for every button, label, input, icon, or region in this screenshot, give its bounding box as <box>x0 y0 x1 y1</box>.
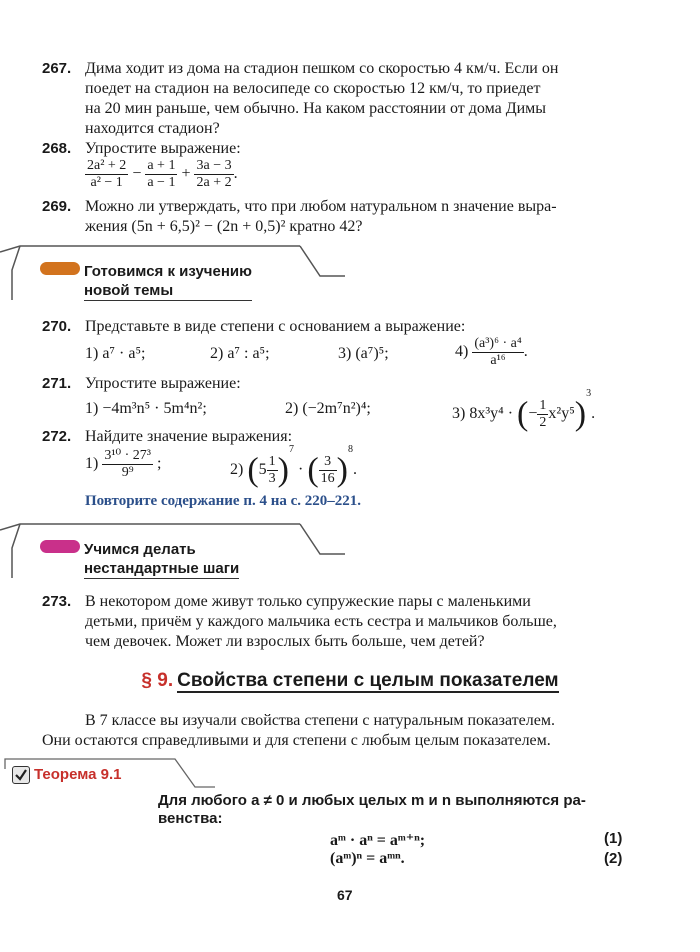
equation-number: (2) <box>604 850 623 867</box>
check-icon <box>12 766 30 784</box>
intro-line: Они остаются справедливыми и для степени с любым целым показателем. <box>42 732 551 749</box>
problem-number: 270. <box>42 318 72 335</box>
problem-270-text: Представьте в виде степени с основанием a выражение: <box>85 318 466 335</box>
review-note: Повторите содержание п. 4 на с. 220–221. <box>85 493 362 509</box>
theorem-equation: (aᵐ)ⁿ = aᵐⁿ. <box>330 850 405 867</box>
section-marker-icon <box>40 262 80 275</box>
problem-269-line: Можно ли утверждать, что при любом натуральном n значение выра- <box>85 198 557 215</box>
equation-number: (1) <box>604 830 623 847</box>
problem-273-line: чем девочек. Может ли взрослых быть больше, чем детей? <box>85 633 485 650</box>
fraction: $\frac{1}{3}$ <box>268 453 276 486</box>
fraction: $\frac{\text{3¹⁰ · 27³}}{\text{9⁹}}$ <box>104 448 151 480</box>
problem-number: 268. <box>42 140 72 157</box>
problem-272-item: 1) $\frac{\text{3¹⁰ · 27³}}{\text{9⁹}}$ ; <box>85 448 162 480</box>
problem-268-text: Упростите выражение: <box>85 140 241 157</box>
problem-272-item: 2) (5 $\frac{1}{3}$ )$^7$ · ( $\frac{3}{16}$ )$^8$. <box>230 444 357 489</box>
problem-271-item: 1) −4m³n⁵ · 5m⁴n²; <box>85 400 207 417</box>
chapter-heading <box>0 670 700 692</box>
fraction: $\frac{\text{(a³)⁶ · a⁴}}{\text{a¹⁶}}$ <box>474 336 522 368</box>
problem-267-line: на 20 мин раньше, чем обычно. На каком расстоянии от дома Димы <box>85 100 547 117</box>
problem-number: 267. <box>42 60 72 77</box>
chapter-title: Свойства степени с целым показателем <box>177 670 559 691</box>
problem-271-item: 2) (−2m⁷n²)⁴; <box>285 400 371 417</box>
problem-number: 272. <box>42 428 72 445</box>
problem-271-item: 3) 8x³y⁴ · (− $\frac{1}{2}$ x²y⁵)$^3$. <box>452 388 596 433</box>
section-title: Учимся делать нестандартные шаги <box>84 541 240 577</box>
intro-line: В 7 классе вы изучали свойства степени с натуральным показателем. <box>85 712 555 729</box>
paragraph-sign: § 9. <box>141 670 174 691</box>
problem-272-text: Найдите значение выражения: <box>85 428 293 445</box>
problem-270-item: 2) a⁷ : a⁵; <box>210 345 270 362</box>
problem-268-expression: $\frac{\text{2a² + 2}}{\text{a² − 1}}$ − $\frac{a + 1}{a - 1}$ + $\frac{3a - 3}{2a + 2}$ . <box>87 158 238 190</box>
problem-269-line: жения (5n + 6,5)² − (2n + 0,5)² кратно 42? <box>85 218 363 235</box>
fraction: $\frac{1}{2}$ <box>539 397 547 430</box>
problem-267-line: поедет на стадион на велосипеде со скоростью 12 км/ч, то приедет <box>85 80 541 97</box>
theorem-text: Для любого a ≠ 0 и любых целых m и n выполняются ра- <box>158 792 586 809</box>
problem-273-line: детьми, причём у каждого мальчика есть сестра и мальчиков больше, <box>85 613 557 630</box>
fraction: $\frac{3a - 3}{2a + 2}$ <box>196 158 232 190</box>
section-marker-icon <box>40 540 80 553</box>
section-title: Готовимся к изучению новой темы <box>84 263 252 299</box>
problem-273-line: В некотором доме живут только супружеские пары с маленькими <box>85 593 531 610</box>
problem-number: 269. <box>42 198 72 215</box>
problem-270-item: 1) a⁷ · a⁵; <box>85 345 146 362</box>
theorem-equation: aᵐ · aⁿ = aᵐ⁺ⁿ; <box>330 832 426 849</box>
fraction: $\frac{\text{2a² + 2}}{\text{a² − 1}}$ <box>87 158 127 190</box>
theorem-text: венства: <box>158 810 223 827</box>
theorem-label: Теорема 9.1 <box>34 766 122 783</box>
problem-267-line: Дима ходит из дома на стадион пешком со скоростью 4 км/ч. Если он <box>85 60 559 77</box>
problem-270-item: 3) (a⁷)⁵; <box>338 345 389 362</box>
problem-number: 273. <box>42 593 72 610</box>
problem-number: 271. <box>42 375 72 392</box>
problem-267-line: находится стадион? <box>85 120 220 137</box>
problem-271-text: Упростите выражение: <box>85 375 241 392</box>
fraction: $\frac{a + 1}{a - 1}$ <box>147 158 176 190</box>
page-number: 67 <box>337 887 353 903</box>
problem-270-item: 4) $\frac{\text{(a³)⁶ · a⁴}}{\text{a¹⁶}}$ . <box>455 336 528 368</box>
fraction: $\frac{3}{16}$ <box>320 453 335 486</box>
